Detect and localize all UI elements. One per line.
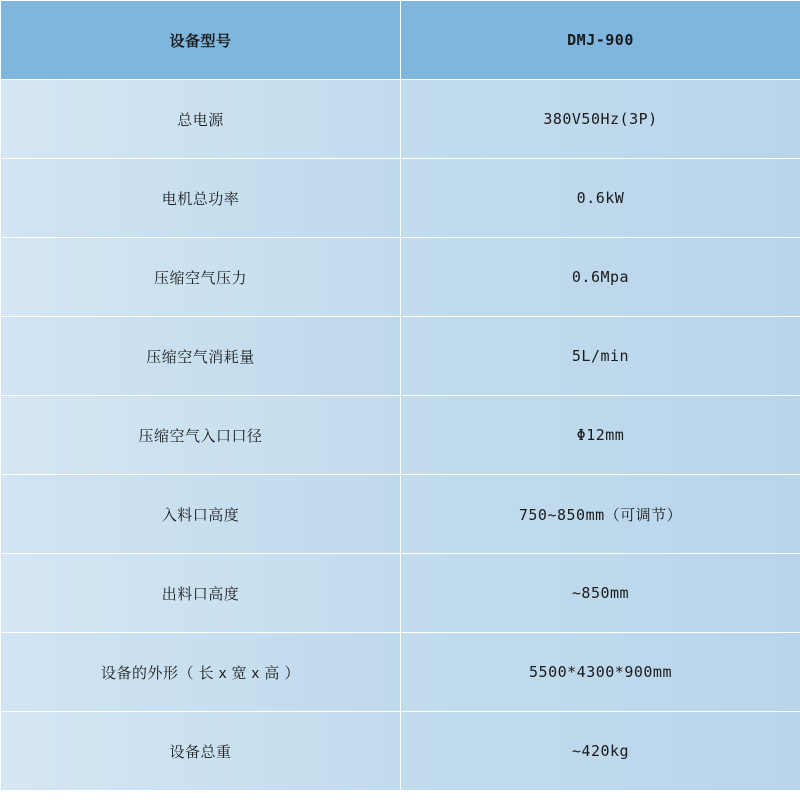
table-row: [1, 80, 800, 159]
row-value-cell: 5L/min: [401, 317, 800, 396]
row-label-cell: 电机总功率: [1, 159, 401, 238]
table-row: [1, 159, 800, 238]
row-value-cell: 750~850mm（可调节）: [401, 475, 800, 554]
table-row: [1, 396, 800, 475]
row-label-cell: 设备的外形（ 长 x 宽 x 高 ）: [1, 633, 401, 712]
row-label-cell: 出料口高度: [1, 554, 401, 633]
row-label-cell: 压缩空气压力: [1, 238, 401, 317]
table-row: [1, 238, 800, 317]
row-value-cell: 5500*4300*900mm: [401, 633, 800, 712]
row-label-cell: 压缩空气消耗量: [1, 317, 401, 396]
row-label-cell: 入料口高度: [1, 475, 401, 554]
row-value-cell: 0.6kW: [401, 159, 800, 238]
header-label-cell: 设备型号: [1, 1, 401, 80]
table-row: [1, 475, 800, 554]
row-value-cell: ~850mm: [401, 554, 800, 633]
row-value-cell: 380V50Hz(3P): [401, 80, 800, 159]
table-row: [1, 317, 800, 396]
row-value-cell: Φ12mm: [401, 396, 800, 475]
header-value-cell: DMJ-900: [401, 1, 800, 80]
table-header-row: [1, 1, 800, 80]
table-row: [1, 554, 800, 633]
spec-table-body: [1, 1, 800, 791]
row-label-cell: 压缩空气入口口径: [1, 396, 401, 475]
row-label-cell: 总电源: [1, 80, 401, 159]
table-row: [1, 633, 800, 712]
row-label-cell: 设备总重: [1, 712, 401, 791]
row-value-cell: ~420kg: [401, 712, 800, 791]
table-row: [1, 712, 800, 791]
row-value-cell: 0.6Mpa: [401, 238, 800, 317]
